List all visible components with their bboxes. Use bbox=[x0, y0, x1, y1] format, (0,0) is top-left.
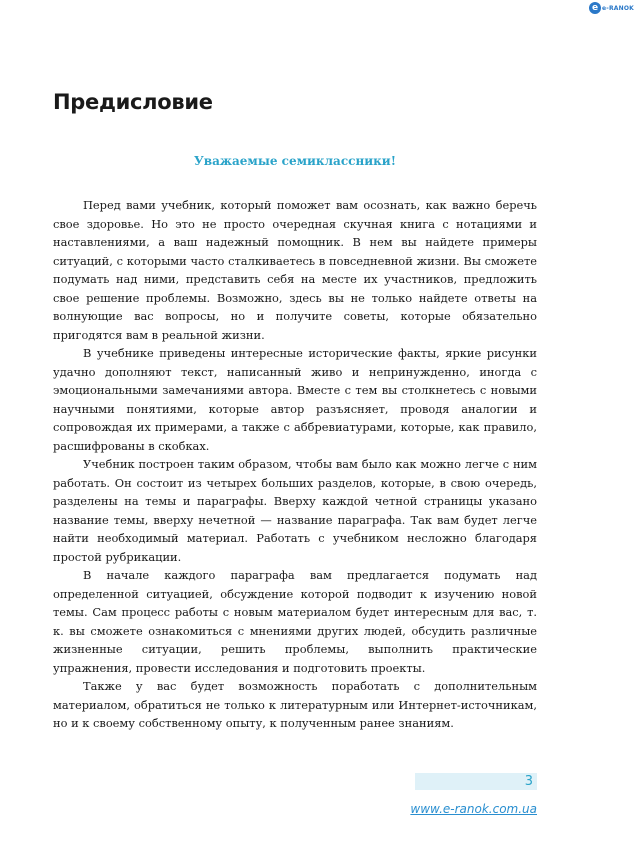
greeting-subtitle: Уважаемые семиклассники! bbox=[194, 154, 396, 168]
page-title: Предисловие bbox=[53, 90, 213, 114]
paragraph: Перед вами учебник, который поможет вам осознать, как важно беречь свое здоровье. Но это не просто очередная скучная книга с нотациями и наставлениями, а ваш надежный помощник. В нем вы найдете примеры ситуаций, с которыми часто сталкиваетесь в повседневной жизни. Вы сможете подумать над ними, представить себя на месте их участников, предложить свое решение проблемы. Возможно, здесь вы не только найдете ответы на волнующие вас вопросы, но и получите советы, которые обязательно пригодятся вам в реальной жизни. bbox=[53, 198, 537, 342]
paragraph: Учебник построен таким образом, чтобы вам было как можно легче с ним работать. Он состоит из четырех больших разделов, которые, в свою очередь, разделены на темы и параграфы. Вверху каждой четной страницы указано название темы, вверху нечетной — название параграфа. Так вам будет легче найти необходимый материал. Работать с учебником несложно благодаря простой рубрикации. bbox=[53, 457, 537, 564]
paragraph: Также у вас будет возможность поработать с дополнительным материалом, обратиться не только к литературным или Интернет-источникам, но и к своему собственному опыту, к полученным ранее знаниям. bbox=[53, 679, 537, 730]
body-text bbox=[53, 196, 537, 733]
logo-mark: e bbox=[589, 2, 601, 14]
website-link[interactable]: www.e-ranok.com.ua bbox=[410, 802, 537, 816]
page-number: 3 bbox=[415, 773, 537, 790]
paragraph: В начале каждого параграфа вам предлагается подумать над определенной ситуацией, обсуждение которой подводит к изучению новой темы. Сам процесс работы с новым материалом будет интересным для вас, т. к. вы сможете ознакомиться с мнениями других людей, обсудить различные жизненные ситуации, решить проблемы, выполнить практические упражнения, провести исследования и подготовить проекты. bbox=[53, 568, 537, 675]
publisher-logo bbox=[589, 2, 634, 14]
paragraph: В учебнике приведены интересные исторические факты, яркие рисунки удачно дополняют текст, написанный живо и непринужденно, иногда с эмоциональными замечаниями автора. Вместе с тем вы столкнетесь с новыми научными понятиями, которые автор разъясняет, проводя аналогии и сопровождая их примерами, а также с аббревиатурами, которые, как правило, расшифрованы в скобках. bbox=[53, 346, 537, 453]
logo-text: e-RANOK bbox=[602, 4, 634, 12]
